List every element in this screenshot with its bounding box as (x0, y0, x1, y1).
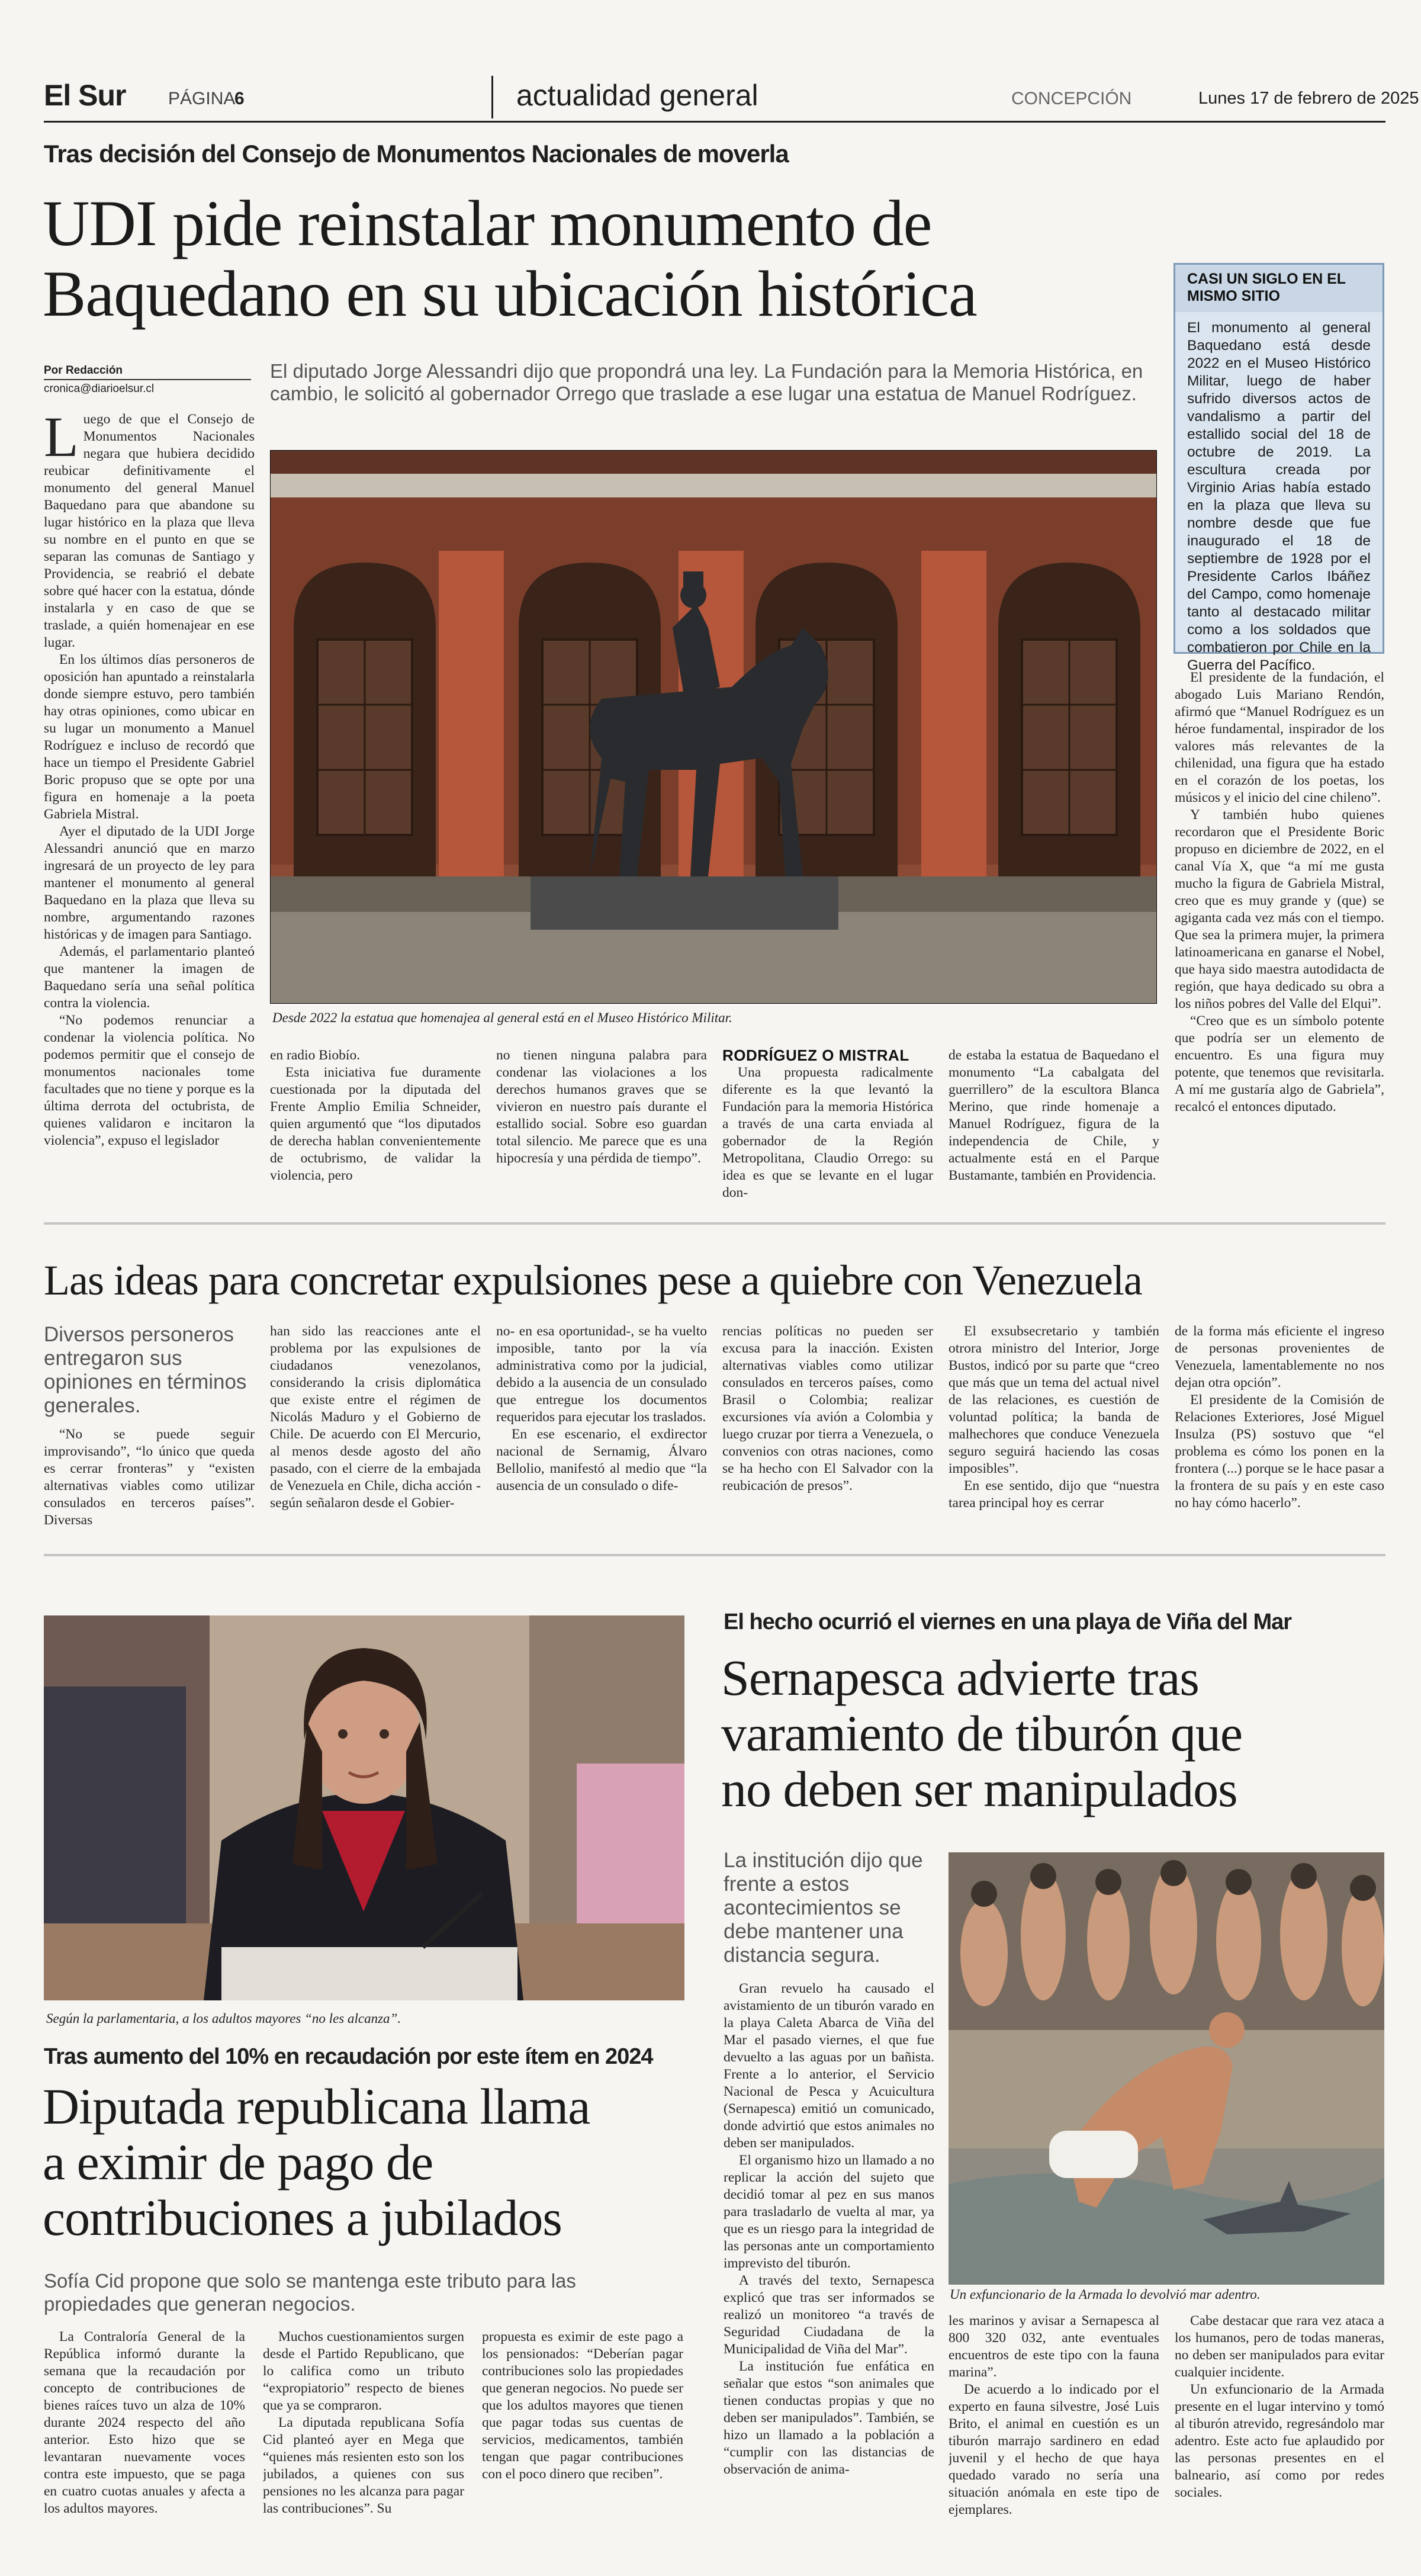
header-divider (491, 76, 493, 118)
article4-headline-line2: varamiento de tiburón que (721, 1705, 1243, 1762)
article1-paragraph: Una propuesta radicalmente diferente es la que levantó la Fundación para la memoria Histórica a través de una carta enviada al gobernador de la Región Metropolitana, Claudio Orrego: su idea es que se levante en el lugar don- (722, 1065, 933, 1200)
article2-paragraph: En ese escenario, el exdirector nacional de Sernamig, Álvaro Bellolio, manifestó al medio que “la ausencia de un consulado o dife- (496, 1427, 707, 1493)
article1-headline-line1: UDI pide reinstalar monumento de (43, 187, 932, 259)
deputy-portrait-photo (44, 1615, 684, 2000)
article1-paragraph: Ayer el diputado de la UDI Jorge Alessandri anunció que en marzo ingresará de un proyecto de ley para mantener el monumento al general Baquedano en la plaza que lleva su nombre, argumentando razones históricas y de imagen para Santiago. (44, 824, 255, 942)
article2-paragraph: de la forma más eficiente el ingreso de personas provenientes de Venezuela, lamentablemente no nos dejan otra opción”. (1175, 1324, 1384, 1390)
city-label: CONCEPCIÓN (1011, 89, 1132, 108)
section-divider (44, 1554, 1385, 1556)
shark-photo-caption: Un exfuncionario de la Armada lo devolvió mar adentro. (950, 2287, 1261, 2302)
article4-paragraph: Cabe destacar que rara vez ataca a los humanos, pero de todas maneras, no deben ser manipulados para evitar cualquier incidente. (1175, 2313, 1384, 2380)
article3-paragraph: La Contraloría General de la República informó durante la semana que la recaudación por concepto de contribuciones de bienes raíces tuvo un alza de 10% durante 2024 respecto del año anterior. Esto hizo que se levantaran nuevamente voces contra este impuesto, que se paga en cuatro cuotas anuales y afecta a los adultos mayores. (44, 2329, 245, 2516)
article4-lead: La institución dijo que frente a estos acontecimientos se debe mantener una distancia segura. (724, 1849, 923, 1967)
brand-name: El Sur (44, 79, 126, 112)
article3-paragraph: La diputada republicana Sofía Cid planteó ayer en Mega que “quienes más resienten esto son los jubilados, a quienes con sus pensiones no les alcanza para pagar las contribuciones”. Su (263, 2415, 464, 2516)
shark-photo (949, 1852, 1384, 2285)
article4-paragraph: La institución fue enfática en señalar que estos “son animales que tienen conductas propias y que no deben ser manipulados”. También, se hizo un llamado a la población a “cumplir con las distancias de observación de anima- (724, 2359, 934, 2477)
article1-paragraph: uego de que el Consejo de Monumentos Nacionales negara que hubiera decidido reubicar definitivamente el monumento del general Manuel Baquedano para que abandone su lugar histórico en la plaza que lleva su nombre en el punto en que se separan las comunas de Santiago y Providencia, se reabrió el debate sobre qué hacer con la estatua, dónde instalarla y en caso de que se traslade, a quién homenajear en ese lugar. (44, 412, 255, 650)
article2-paragraph: El presidente de la Comisión de Relaciones Exteriores, José Miguel Insulza (PS) sostuvo que “el problema es cómo los ponen en la frontera (...) porque se le hace pasar a la frontera de su país y en este caso no hay cómo hacerlo”. (1175, 1392, 1384, 1511)
article1-paragraph: “No podemos renunciar a condenar la violencia política. No podemos permitir que el consejo de monumentos nacionales tome facultades que no tiene y porque es la última derrota del octubrista, de quienes validaron e incitaron la violencia”, expuso el legislador (44, 1013, 255, 1148)
monument-photo-caption: Desde 2022 la estatua que homenajea al general está en el Museo Histórico Militar. (272, 1010, 732, 1025)
article2-column-3 (496, 1323, 707, 1527)
article3-headline-line2: a eximir de pago de (43, 2134, 433, 2190)
sidebar-title: CASI UN SIGLO EN EL MISMO SITIO (1175, 265, 1383, 312)
article1-subheading: RODRÍGUEZ O MISTRAL (722, 1047, 909, 1064)
article2-paragraph: no- en esa oportunidad-, se ha vuelto imposible, tanto por la vía administrativa como por la judicial, debido a la ausencia de un consulado que entregue los documentos requeridos para ejecutar los traslados. (496, 1324, 707, 1425)
article1-headline-line2: Baquedano en su ubicación histórica (43, 257, 977, 330)
article4-paragraph: El organismo hizo un llamado a no replicar la acción del sujeto que decidió tomar al pez en sus manos para trasladarlo de vuelta al mar, ya que es un riesgo para la integridad de las personas ante un comportamiento imprevisto del tiburón. (724, 2153, 934, 2271)
byline-rule (44, 379, 251, 380)
article4-column-3 (1175, 2312, 1384, 2542)
article2-paragraph: El exsubsecretario y también otrora ministro del Interior, Jorge Bustos, indicó por su parte que “creo que más que un tema del actual nivel de las relaciones, es cuestión de voluntad política; la banda de malhechores que conduce Venezuela seguro seguirá haciendo las cosas imposibles”. (949, 1324, 1159, 1476)
article1-headline (43, 188, 977, 329)
article3-headline-line3: contribuciones a jubilados (43, 2189, 562, 2246)
deputy-photo (44, 1615, 684, 2000)
article1-column-5 (949, 1047, 1159, 1236)
dropcap: L (44, 411, 79, 468)
equestrian-statue-photo (270, 450, 1157, 1004)
issue-date: Lunes 17 de febrero de 2025 (1198, 89, 1419, 108)
article1-column-4 (722, 1047, 933, 1236)
article3-paragraph: propuesta es eximir de este pago a los pensionados: “Deberían pagar contribuciones solo las propiedades que generan negocios. No puede ser que los adultos mayores que tienen que pagar todas sus cuentas de servicios, medicamentos, también tengan que pagar contribuciones con el poco dinero que reciben”. (482, 2329, 683, 2482)
article3-column-1 (44, 2328, 245, 2542)
byline-email[interactable]: cronica@diarioelsur.cl (44, 383, 155, 395)
article3-column-3 (482, 2328, 683, 2542)
page-number: 6 (234, 89, 245, 108)
article2-column-1 (44, 1426, 255, 1527)
article2-paragraph: “No se puede seguir improvisando”, “lo único que queda es cerrar fronteras” y “existen alternativas viables como utilizar consulados en terceros países”. Diversas (44, 1427, 255, 1527)
article2-column-2 (270, 1323, 481, 1527)
article1-paragraph: Además, el parlamentario planteó que mantener la imagen de Baquedano sería una señal política contra la violencia. (44, 944, 255, 1011)
article2-lead: Diversos personeros entregaron sus opiniones en términos generales. (44, 1323, 247, 1417)
article4-column-2 (949, 2312, 1159, 2542)
sidebar-text: El monumento al general Baquedano está desde 2022 en el Museo Histórico Militar, luego de haber sufrido diversos actos de vandalismo a partir del estallido social del 18 de octubre de 2019. La escultura creada por Virginio Arias había estado en la plaza que lleva su nombre desde que fue inaugurado el 18 de septiembre de 1928 por el Presidente Carlos Ibáñez del Campo, como homenaje tanto al destacado militar como a los soldados que combatieron por Chile en la Guerra del Pacífico. (1187, 320, 1371, 673)
article4-headline-line1: Sernapesca advierte tras (721, 1649, 1199, 1706)
article4-kicker: El hecho ocurrió el viernes en una playa de Viña del Mar (724, 1610, 1292, 1634)
article2-column-6 (1175, 1323, 1384, 1527)
deputy-photo-caption: Según la parlamentaria, a los adultos mayores “no les alcanza”. (46, 2011, 401, 2026)
shark-beach-photo (949, 1852, 1384, 2285)
article1-lead: El diputado Jorge Alessandri dijo que propondrá una ley. La Fundación para la Memoria Histórica, en cambio, le solicitó al gobernador Orrego que traslade a ese lugar una estatua de Manuel Rodríguez. (270, 360, 1143, 404)
article1-paragraph: El presidente de la fundación, el abogado Luis Mariano Rendón, afirmó que “Manuel Rodríguez es un héroe fundamental, inspirador de los valores más relevantes de la chilenidad, una figura que ha estado en el corazón de los poetas, los músicos y el inicio del cine chileno”. (1175, 670, 1384, 805)
article1-paragraph: “Creo que es un símbolo potente que podría ser un elemento de encuentro. Es una figura muy potente, que tenemos que revisitarla. A mí me gustaría algo de Gabriela”, recalcó el entonces diputado. (1175, 1013, 1384, 1114)
article2-column-5 (949, 1323, 1159, 1527)
byline: Por Redacción (44, 364, 123, 377)
article1-column-3 (496, 1047, 707, 1236)
article3-headline (43, 2079, 590, 2246)
article2-paragraph: han sido las reacciones ante el problema por las expulsiones de ciudadanos venezolanos, considerando la crisis diplomática que existe entre el régimen de Nicolás Maduro y el Gobierno de Chile. De acuerdo con El Mercurio, al menos desde agosto del año pasado, con el cierre de la embajada de Venezuela en Chile, dicha acción -según señalaron desde el Gobier- (270, 1324, 481, 1511)
article2-paragraph: En ese sentido, dijo que “nuestra tarea principal hoy es cerrar (949, 1478, 1159, 1511)
monument-photo (270, 450, 1157, 1004)
article3-lead: Sofía Cid propone que solo se mantenga este tributo para las propiedades que generan negocios. (44, 2270, 576, 2315)
article4-paragraph: A través del texto, Sernapesca explicó que tras ser informados se realizó un monitoreo “a través de Seguridad Ciudadana de la Municipalidad de Viña del Mar”. (724, 2273, 934, 2357)
article1-paragraph: En los últimos días personeros de oposición han apuntado a reinstalarla donde siempre estuvo, pero también hay otras opiniones, como ubicar en su lugar un monumento a Manuel Rodríguez e incluso de recordó que hace un tiempo el Presidente Gabriel Boric propuso que se opte por una figura en homenaje a la poeta Gabriela Mistral. (44, 652, 255, 822)
article2-column-4 (722, 1323, 933, 1527)
article3-paragraph: Muchos cuestionamientos surgen desde el Partido Republicano, que lo califica como un tributo “expropiatorio” respecto de bienes que ya se compraron. (263, 2329, 464, 2413)
article1-column-6 (1175, 669, 1384, 1238)
article1-paragraph: de estaba la estatua de Baquedano el monumento “La cabalgata del guerrillero” de la escultora Blanca Merino, que rinde homenaje a Manuel Rodríguez, figura de la independencia de Chile, y actualmente está en el Parque Bustamante, también en Providencia. (949, 1048, 1159, 1183)
article2-paragraph: rencias políticas no pueden ser excusa para la inacción. Existen alternativas viables como utilizar consulados en terceros países, como Brasil o Colombia; realizar excursiones vía avión a Colombia y luego cruzar por tierra a Venezuela, o convenios con otras naciones, como se ha hecho con El Salvador con la reubicación de presos”. (722, 1324, 933, 1493)
article4-headline (721, 1650, 1242, 1817)
header-rule (44, 121, 1385, 123)
article4-paragraph: Un exfuncionario de la Armada presente en el lugar intervino y tomó al tiburón atrevido, regresándolo mar adentro. Este acto fue aplaudido por las personas presentes en el balneario, así como por redes sociales. (1175, 2382, 1384, 2500)
article1-paragraph: Y también hubo quienes recordaron que el Presidente Boric propuso en diciembre de 2022, en el canal Vía X, que “a mí me gusta mucho la figura de Gabriela Mistral, creo que es muy grande y (que) se agiganta cada vez más con el tiempo. Que sea la primera mujer, la primera latinoamericana en ganarse el Nobel, que haya sido maestra autodidacta de región, que haya dedicado su obra a los niños pobres del Valle del Elqui”. (1175, 807, 1384, 1011)
section-name: actualidad general (516, 79, 758, 112)
article1-paragraph: Esta iniciativa fue duramente cuestionada por la diputada del Frente Amplio Emilia Schneider, quien argumentó que “los diputados de derecha hablan convenientemente de octubrismo, de validar la violencia, pero (270, 1065, 481, 1183)
article1-column-2 (270, 1047, 481, 1236)
article1-paragraph: no tienen ninguna palabra para condenar las violaciones a los derechos humanos graves que se vivieron en nuestro país durante el estallido social. Sobre eso guardan total silencio. Me parece que es una hipocresía y una pérdida de tiempo”. (496, 1048, 707, 1166)
page-label: PÁGINA (168, 89, 236, 108)
article4-headline-line3: no deben ser manipulados (721, 1761, 1237, 1817)
article3-kicker: Tras aumento del 10% en recaudación por este ítem en 2024 (44, 2044, 653, 2069)
article4-paragraph: Gran revuelo ha causado el avistamiento de un tiburón varado en la playa Caleta Abarca de Viña del Mar el pasado viernes, el que fue devuelto a las aguas por un bañista. Frente a lo anterior, el Servicio Nacional de Pesca y Acuicultura (Sernapesca) emitió un comunicado, donde advirtió que estos animales no deben ser manipulados. (724, 1981, 934, 2151)
article1-column-1 (44, 411, 255, 1233)
article3-headline-line1: Diputada republicana llama (43, 2078, 590, 2135)
article4-column-1 (724, 1980, 934, 2542)
article3-column-2 (263, 2328, 464, 2542)
article4-paragraph: De acuerdo a lo indicado por el experto en fauna silvestre, José Luis Brito, el animal en cuestión es un tiburón marrajo sardinero en edad juvenil y el hecho de que haya quedado varado no sería una situación anómala en este tipo de ejemplares. (949, 2382, 1159, 2517)
section-divider (44, 1222, 1385, 1225)
sidebar-box (1174, 263, 1384, 673)
article1-paragraph: en radio Biobío. (270, 1048, 361, 1063)
article4-paragraph: les marinos y avisar a Sernapesca al 800 320 032, ante eventuales encuentros de este tipo con la fauna marina”. (949, 2313, 1159, 2380)
article2-headline: Las ideas para concretar expulsiones pese a quiebre con Venezuela (44, 1257, 1142, 1304)
article1-kicker: Tras decisión del Consejo de Monumentos Nacionales de moverla (44, 140, 789, 168)
